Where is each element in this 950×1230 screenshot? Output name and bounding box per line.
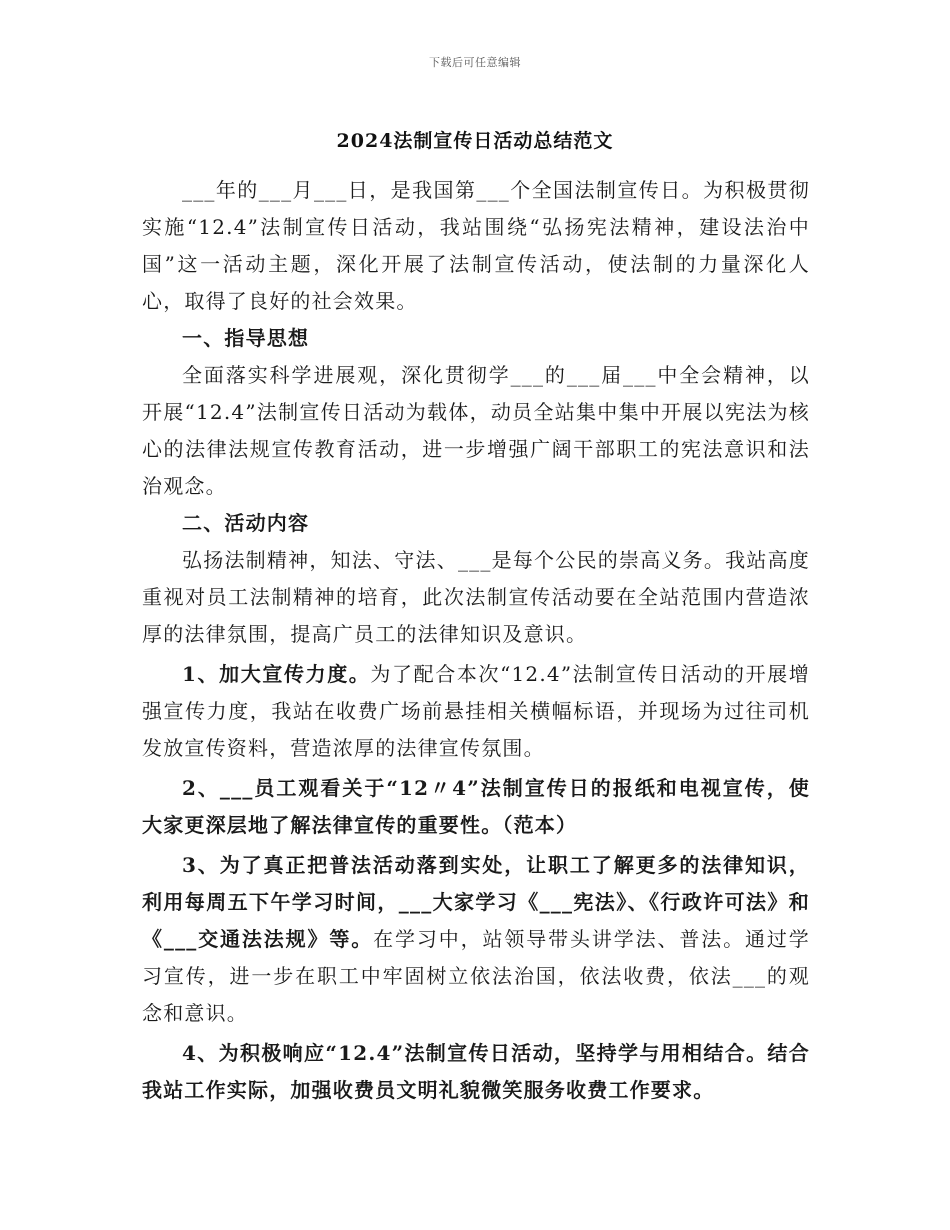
section-heading-activity-content: 二、活动内容 — [182, 511, 310, 535]
list-item-1-body: 为了配合本次“12.4”法制宣传日活动的开展增强宣传力度，我站在收费广场前悬挂相关横幅标语，并现场为过往司机发放宣传资料，营造浓厚的法律宣传氛围。 — [142, 662, 810, 760]
document-body — [142, 172, 810, 1109]
document-title: 2024法制宣传日活动总结范文 — [336, 130, 614, 152]
section-heading-guiding-thought: 一、指导思想 — [182, 326, 310, 350]
page-header: 下载后可任意编辑 — [429, 56, 521, 69]
list-item-3-body: 在学习中，站领导带头讲学法、普法。通过学习宣传，进一步在职工中牢固树立依法治国，依法收费，依法___的观念和意识。 — [142, 927, 811, 1025]
list-item-3 — [142, 847, 810, 1032]
section-body-activity-content: 弘扬法制精神，知法、守法、___是每个公民的崇高义务。我站高度重视对员工法制精神的培育，此次法制宣传活动要在全站范围内营造浓厚的法律氛围，提高广员工的法律知识及意识。 — [142, 548, 810, 646]
list-item-4 — [142, 1035, 810, 1109]
list-item-2-tail: （范本） — [502, 813, 578, 837]
section-body-guiding-thought: 全面落实科学进展观，深化贯彻学___的___届___中全会精神，以开展“12.4”法制宣传日活动为载体，动员全站集中集中开展以宪法为核心的法律法规宣传教育活动，进一步增强广阔干部职工的宪法意识和法治观念。 — [142, 363, 810, 498]
list-item-4-lead: 4、为积极响应“12.4”法制宣传日活动，坚持学与用相结合。结合我站工作实际，加强收费员文明礼貌微笑服务收费工作要求。 — [142, 1041, 810, 1102]
list-item-1-lead: 1、加大宣传力度。 — [182, 662, 371, 686]
list-item-1 — [142, 656, 810, 767]
list-item-3-lead: 3、为了真正把普法活动落到实处，让职工了解更多的法律知识，利用每周五下午学习时间，___大家学习《___宪法》、《行政许可法》和《___交通法法规》等。 — [142, 853, 810, 951]
intro-paragraph: ___年的___月___日，是我国第___个全国法制宣传日。为积极贯彻实施“12.4”法制宣传日活动，我站围绕“弘扬宪法精神，建设法治中国”这一活动主题，深化开展了法制宣传活动，使法制的力量深化人心，取得了良好的社会效果。 — [142, 178, 810, 313]
list-item-2 — [142, 770, 810, 844]
list-item-2-lead: 2、___员工观看关于“12〃4”法制宣传日的报纸和电视宣传，使大家更深层地了解法律宣传的重要性。 — [142, 776, 810, 837]
